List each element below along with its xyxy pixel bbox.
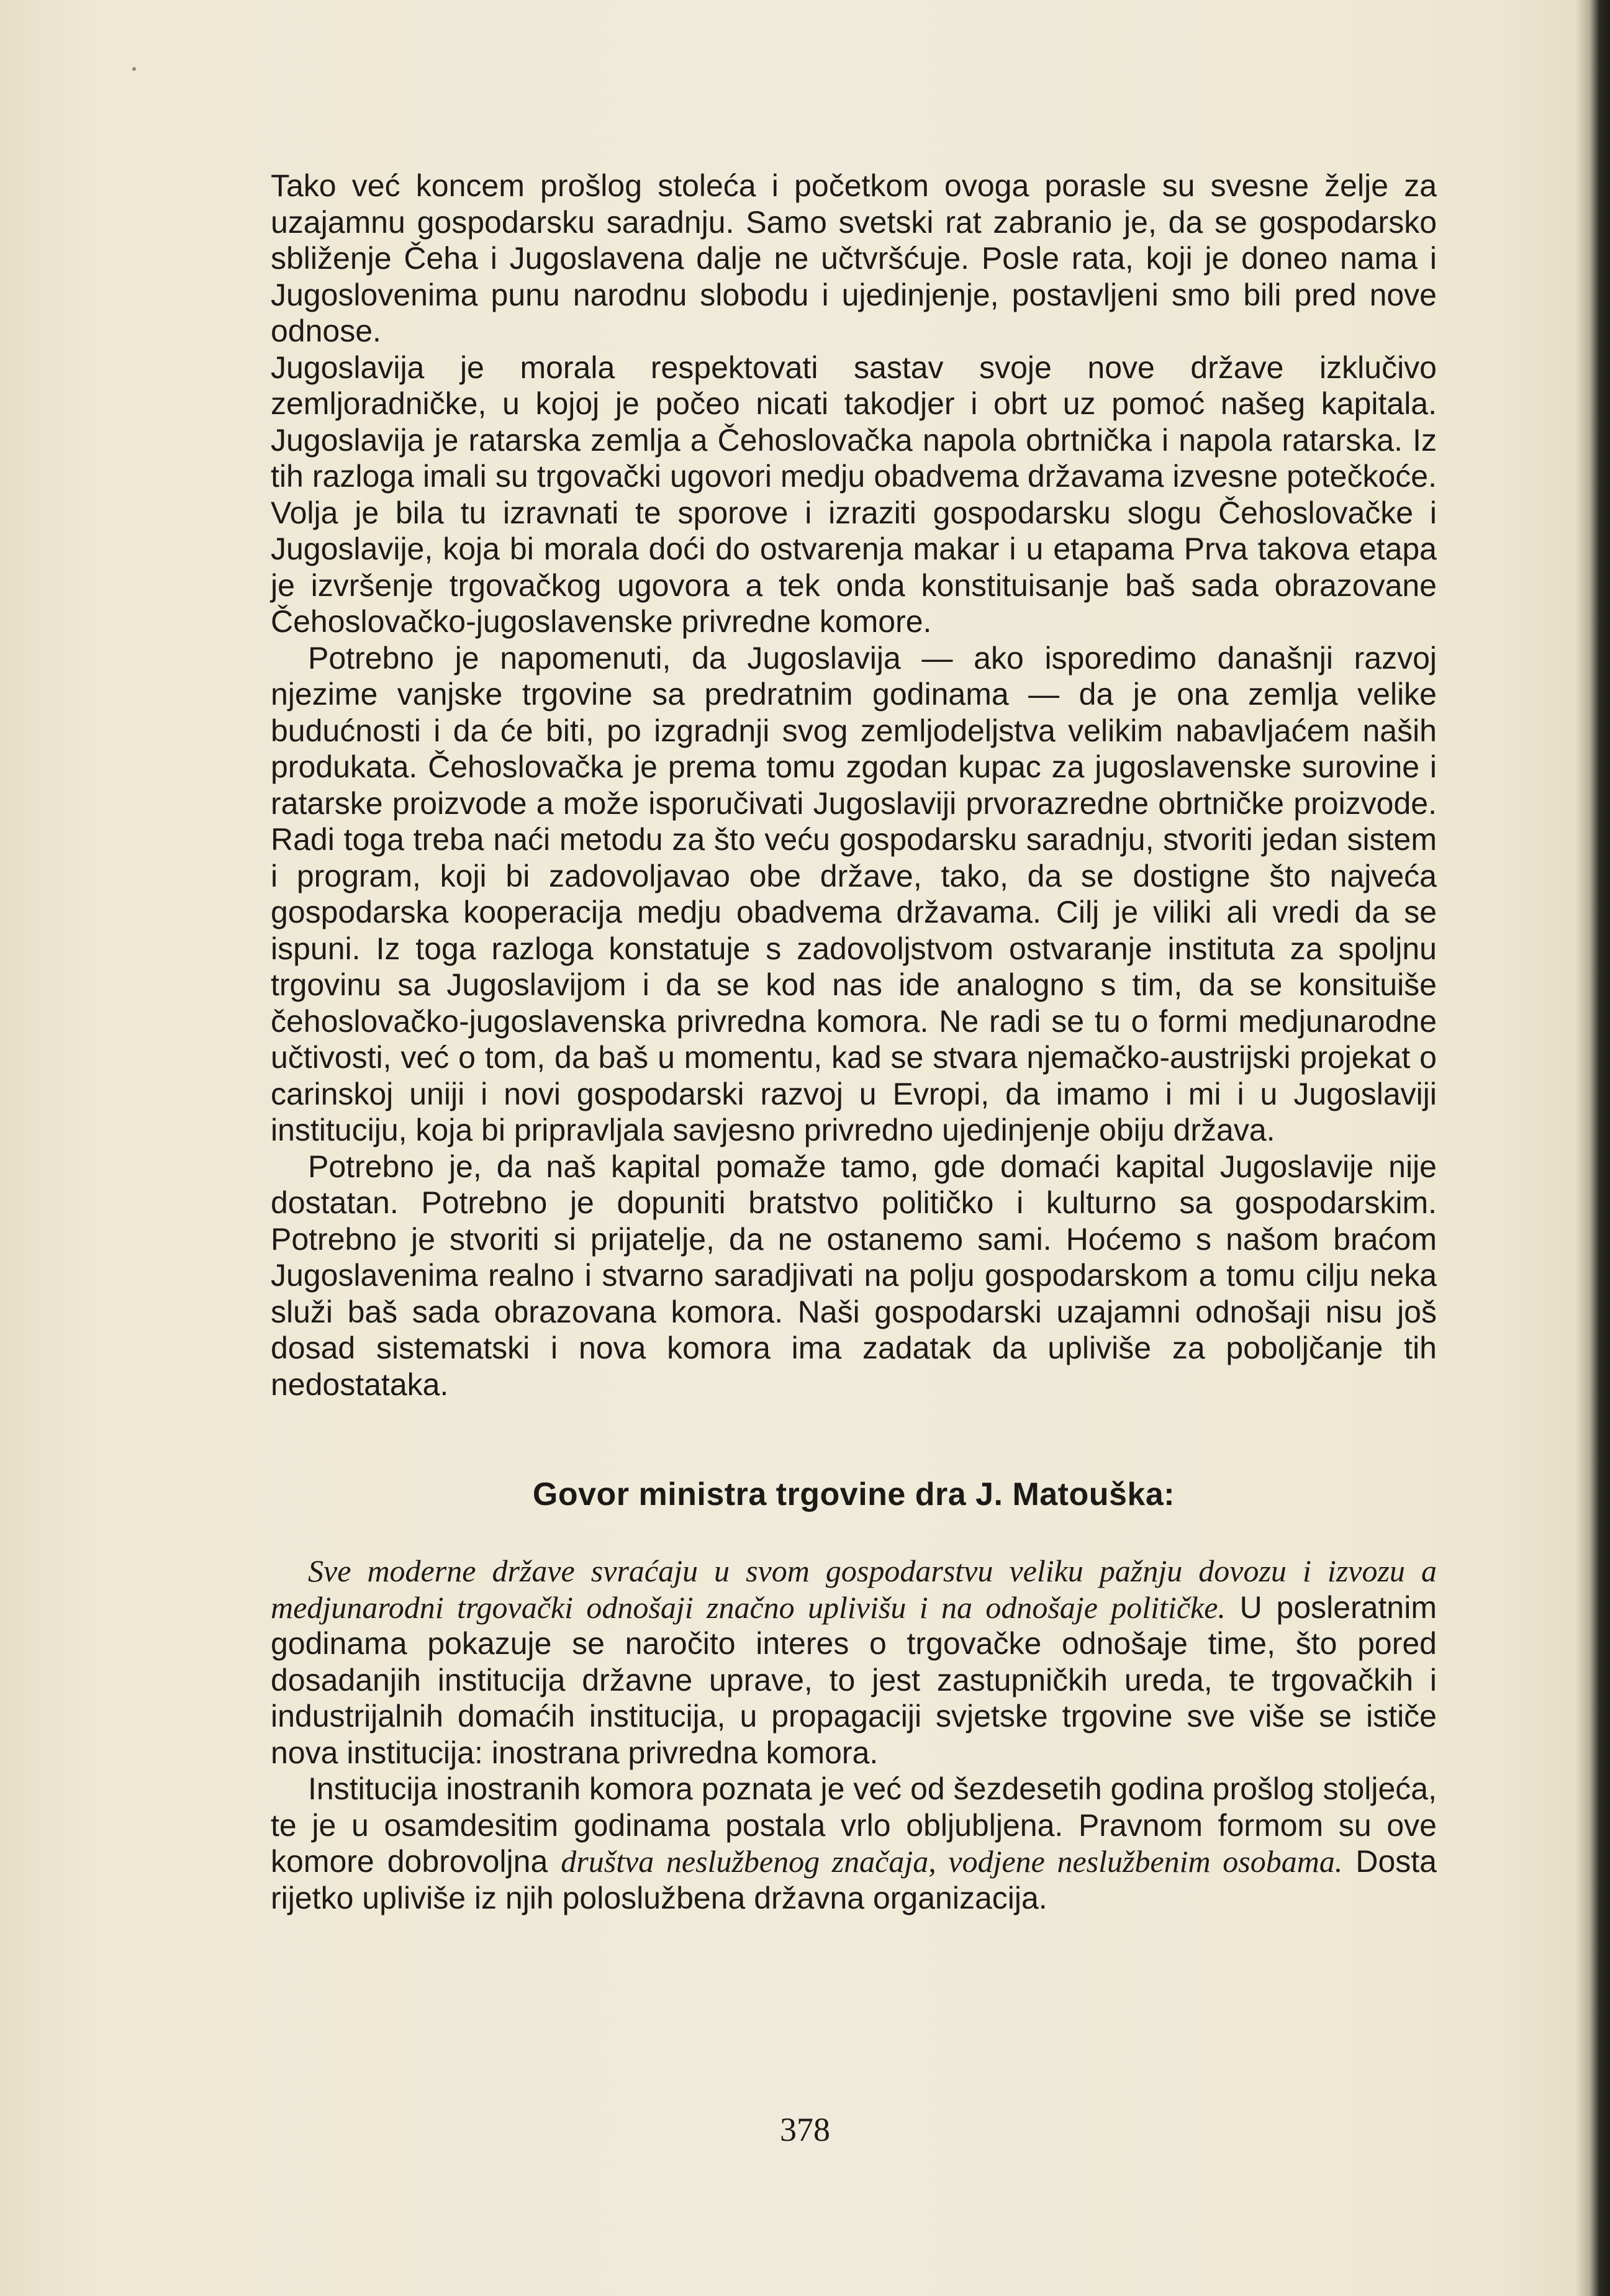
speech-paragraph-1 [271, 1553, 1437, 1771]
speech-paragraph-2-text-start: Institucija inostranih komora poznata je već od šezdesetih godina prošlog stoljeća, te je u osamdesitim godinama postala vrlo obljubljena. Pravnom formom su ove komore dobrovoljna [271, 1771, 1437, 1879]
paragraph-2: Jugoslavija je morala respektovati sastav svoje nove države izklučivo zemljoradničke, u kojoj je počeo nicati takodjer i obrt uz pomoć našeg kapitala. Jugoslavija je ratarska zemlja a Čehoslovačka napola obrtnička i napola ratarska. Iz tih razloga imali su trgovački ugovori medju obadvema državama izvesne potečkoće. Volja je bila tu izravnati te sporove i izraziti gospodarsku slogu Čehoslovačke i Jugoslavije, koja bi morala doći do ostvarenja makar i u etapama Prva takova etapa je izvršenje trgovačkog ugovora a tek onda konstituisanje baš sada obrazovane Čehoslovačko-jugoslavenske privredne komore. [271, 350, 1437, 639]
paper-speck [132, 67, 136, 71]
paragraph-4: Potrebno je, da naš kapital pomaže tamo, gde domaći kapital Jugoslavije nije dostatan. Potrebno je dopuniti bratstvo političko i kulturno sa gospodarskim. Potrebno je stvoriti si prijatelje, da ne ostanemo sami. Hoćemo s našom braćom Jugoslavenima realno i stvarno saradjivati na polju gospodarskom a tomu cilju neka služi baš sada obrazovana komora. Naši gospodarski uzajamni odnošaji nisu još dosad sistematski i nova komora ima zadatak da upliviše za poboljčanje tih nedostataka. [271, 1149, 1437, 1402]
speech-paragraph-1-text: U posleratnim godinama pokazuje se naročito interes o trgovačke odnošaje time, što pored dosadanjih institucija državne uprave, to jest zastupničkih ureda, te trgovačkih i industrijalnih domaćih institucija, u propagaciji svjetske trgovine sve više se ističe nova institucija: inostrana privredna komora. [271, 1589, 1437, 1770]
binding-edge-shadow [1576, 0, 1610, 2296]
page-number: 378 [780, 2111, 830, 2148]
paragraph-3: Potrebno je napomenuti, da Jugoslavija — ako isporedimo današnji razvoj njezime vanjske trgovine sa predratnim godinama — da je ona zemlja velike budućnosti i da će biti, po izgradnji svog zemljodeljstva velikim nabavljaćem naših produkata. Čehoslovačka je prema tomu zgodan kupac za jugoslavenske surovine i ratarske proizvode a može isporučivati Jugoslaviji prvorazredne obrtničke proizvode. Radi toga treba naći metodu za što veću gospodarsku saradnju, stvoriti jedan sistem i program, koji bi zadovoljavao obe države, tako, da se dostigne što najveća gospodarska kooperacija medju obadvema državama. Cilj je viliki ali vredi da se ispuni. Iz toga razloga konstatuje s zadovoljstvom ostvaranje instituta za spoljnu trgovinu sa Jugoslavijom i da se kod nas ide analogno s tim, da se konsituiše čehoslovačko-jugoslavenska privredna komora. Ne radi se tu o formi medjunarodne učtivosti, već o tom, da baš u momentu, kad se stvara njemačko-austrijski projekat o carinskoj uniji i novi gospodarski razvoj u Evropi, da imamo i mi i u Jugoslaviji instituciju, koja bi pripravljala savjesno privredno ujedinjenje obiju država. [271, 640, 1437, 1147]
speech-paragraph-2-italic: društva neslužbenog značaja, vodjene neslužbenim osobama. [561, 1844, 1343, 1879]
body-text [271, 168, 1437, 1916]
speech-paragraph-2-text-end: Dosta rijetko upliviše iz njih poloslužbena državna organizacija. [271, 1844, 1437, 1915]
paragraph-1: Tako već koncem prošlog stoleća i početkom ovoga porasle su svesne želje za uzajamnu gospodarsku saradnju. Samo svetski rat zabranio je, da se gospodarsko sbliženje Čeha i Jugoslavena dalje ne učtvršćuje. Posle rata, koji je doneo nama i Jugoslovenima punu narodnu slobodu i ujedinjenje, postavljeni smo bili pred nove odnose. [271, 168, 1437, 348]
speech-paragraph-2 [271, 1771, 1437, 1916]
speech-paragraph-1-italic: Sve moderne države svraćaju u svom gospodarstvu veliku pažnju dovozu i izvozu a medjunarodni trgovački odnošaji značno uplivišu i na odnošaje političke. [271, 1553, 1437, 1625]
section-heading: Govor ministra trgovine dra J. Matouška: [532, 1476, 1175, 1512]
